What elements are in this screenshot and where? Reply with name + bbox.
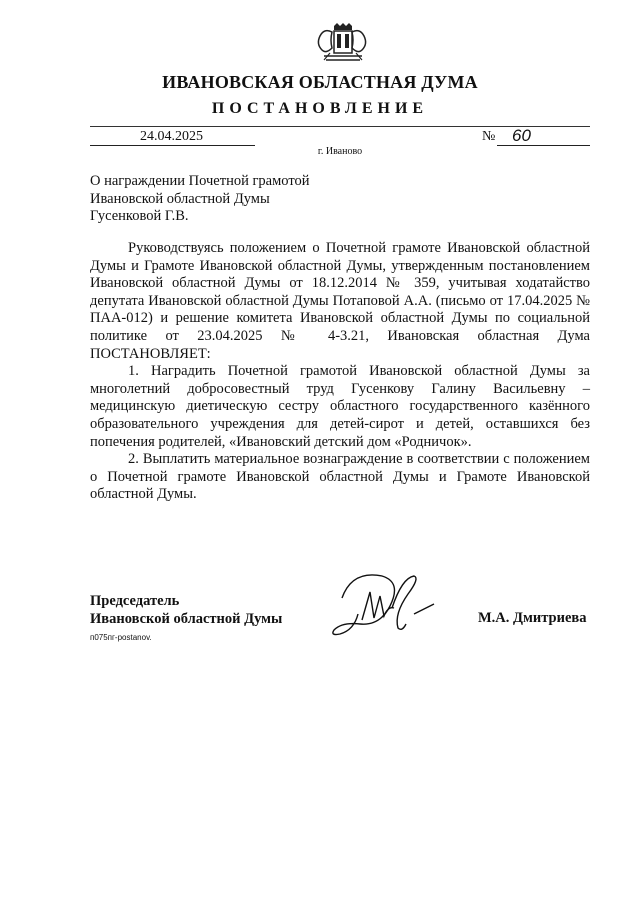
- document-type: ПОСТАНОВЛЕНИЕ: [211, 100, 429, 117]
- signatory-name: М.А. Дмитриева: [478, 610, 587, 626]
- document-date: 24.04.2025: [140, 129, 203, 144]
- file-reference: п075пг-postanov.: [90, 633, 152, 642]
- resolution-item-2: 2. Выплатить материальное вознаграждение в соответствии с положением о Почетной грамоте Ивановской областной Думы и Грамоте Ивановской областной Думы.: [90, 451, 590, 503]
- number-label: №: [482, 129, 496, 144]
- resolution-item-1: 1. Наградить Почетной грамотой Ивановской областной Думы за многолетний добросовестный труд Гусенкову Галину Васильевну – медицинскую диетическую сестру областного государственного казённого образовательного учреждения для детей-сирот и детей, оставшихся без попечения родителей, «Ивановский детский дом «Родничок».: [90, 363, 590, 450]
- city: г. Иваново: [317, 146, 363, 157]
- position-line: Председатель: [90, 593, 180, 609]
- document-number: 60: [512, 126, 531, 145]
- subject-line: Ивановской областной Думы: [90, 190, 270, 207]
- subject-line: Гусенковой Г.В.: [90, 208, 189, 224]
- signatory-position: [90, 593, 282, 628]
- preamble-paragraph: Руководствуясь положением о Почетной грамоте Ивановской областной Думы и Грамоте Ивановской областной Думы, утвержденным постановлением Ивановской областной Думы от 18.12.2014 № 359, учитывая ходатайство депутата Ивановской областной Думы Потаповой А.А. (письмо от 17.04.2025 № ПАА-012) и решение комитета Ивановской областной Думы по социальной политике от 23.04.2025 № 4-3.21, Ивановская областная Дума ПОСТАНОВЛЯЕТ:: [90, 240, 590, 362]
- position-line: Ивановской областной Думы: [90, 610, 283, 627]
- document-body: [90, 240, 590, 504]
- organization-title: ИВАНОВСКАЯ ОБЛАСТНАЯ ДУМА: [162, 72, 478, 92]
- coat-of-arms-icon: [312, 22, 372, 72]
- handwritten-signature-icon: [322, 568, 442, 638]
- subject-line: О награждении Почетной грамотой: [90, 173, 310, 189]
- document-subject: [90, 173, 310, 226]
